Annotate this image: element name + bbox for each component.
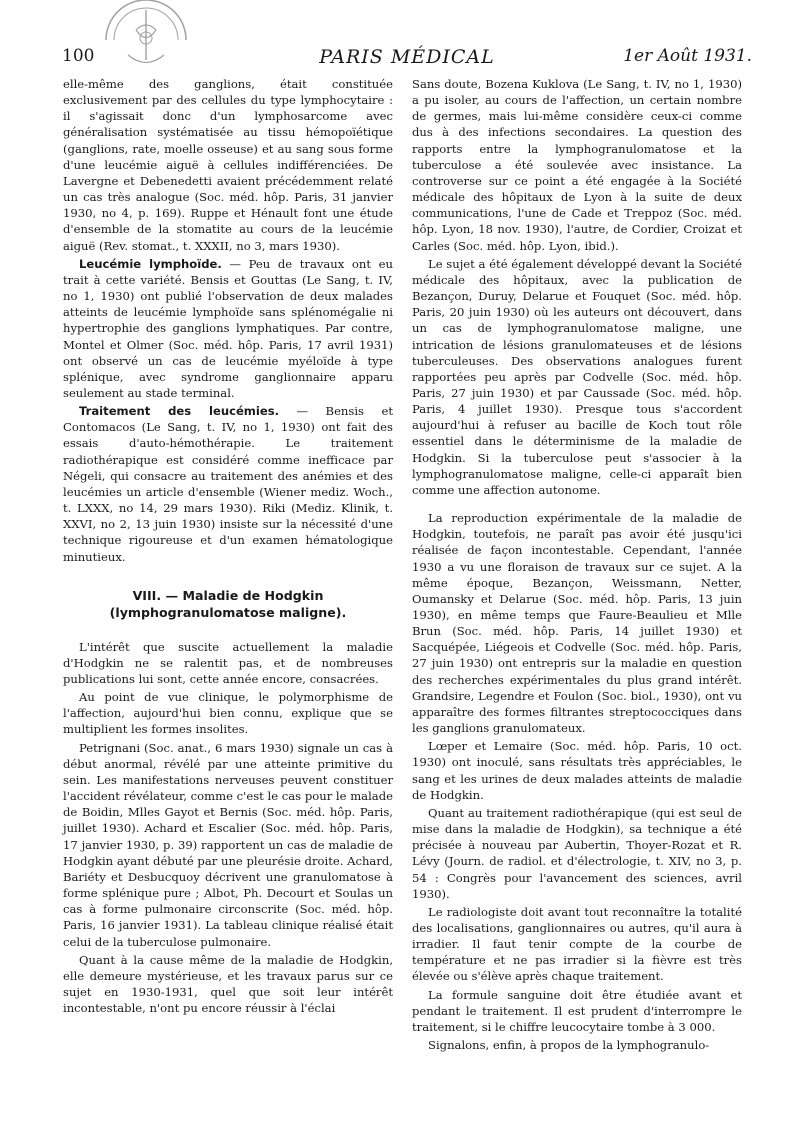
paragraph: La reproduction expérimentale de la maladie de Hodgkin, toutefois, ne paraît pas avoir été jusqu'ici réalisée de façon incontestable. Cependant, l'année 1930 a vu une floraison de travaux sur ce sujet. A la même époque, Bezançon, Weissmann, Netter, Oumansky et Delarue (Soc. méd. hôp. Paris, 13 juin 1930), en même temps que Faure-Beaulieu et Mlle Brun (Soc. méd. hôp. Paris, 14 juillet 1930) et Sacquépée, Liégeois et Codvelle (Soc. méd. hôp. Paris, 27 juin 1930) ont entrepris sur la maladie en question des recherches expérimentales du plus grand intérêt. Grandsire, Legendre et Foulon (Soc. biol., 1930), ont vu apparaître des formes filtrantes streptococciques dans les ganglions granulomateux. [412,511,742,736]
page-number: 100 [62,46,95,66]
rubric-heading: Traitement des leucémies. [79,404,280,419]
paragraph: La formule sanguine doit être étudiée avant et pendant le traitement. Il est prudent d'interrompre le traitement, si le chiffre leucocytaire tombe à 3 000. [412,987,742,1034]
paragraph: L'intérêt que suscite actuellement la maladie d'Hodgkin ne se ralentit pas, et de nombreuses publications lui sont, cette année encore, consacrées. [63,639,393,686]
right-column [412,76,742,1055]
library-stamp-icon [96,0,196,78]
paragraph-text: — Bensis et Contomacos (Le Sang, t. IV, no 1, 1930) ont fait des essais d'auto-hémothérapie. Le traitement radiothérapique est considéré comme inefficace par Négeli, qui consacre au traitement des anémies et des leucémies un article d'ensemble (Wiener mediz. Woch., t. LXXX, no 14, 29 mars 1930). Riki (Mediz. Klinik, t. XXVI, no 2, 13 juin 1930) insiste sur la nécessité d'une technique rigoureuse et d'un examen hématologique minutieux. [63,404,393,564]
section-heading: VIII. — Maladie de Hodgkin (lymphogranulomatose maligne). [109,587,347,620]
paragraph: Le sujet a été également développé devant la Société médicale des hôpitaux, avec la publication de Bezançon, Duruy, Delarue et Fouquet (Soc. méd. hôp. Paris, 20 juin 1930) où les auteurs ont découvert, dans un cas de lymphogranulomatose maligne, une intrication de lésions granulomateuses et de lésions tuberculeuses. Des observations analogues furent rapportées peu après par Codvelle (Soc. méd. hôp. Paris, 27 juin 1930) et par Caussade (Soc. méd. hôp. Paris, 4 juillet 1930). Presque tous s'accordent aujourd'hui à refuser au bacille de Koch tout rôle essentiel dans le déterminisme de la maladie de Hodgkin. Si la tuberculose peut s'associer à la lymphogranulomatose maligne, celle-ci apparaît bien comme une affection autonome. [412,256,742,497]
paragraph [63,256,393,401]
paragraph [63,403,393,565]
paragraph: Au point de vue clinique, le polymorphisme de l'affection, aujourd'hui bien connu, explique que se multiplient les formes insolites. [63,690,393,737]
journal-title: PARIS MÉDICAL [319,46,495,68]
rubric-heading: Leucémie lymphoïde. [79,256,222,271]
paragraph: Lœper et Lemaire (Soc. méd. hôp. Paris, 10 oct. 1930) ont inoculé, sans résultats très appréciables, le sang et les urines de deux malades atteints de maladie de Hodgkin. [412,739,742,802]
paragraph: Quant au traitement radiothérapique (qui est seul de mise dans la maladie de Hodgkin), sa technique a été précisée à nouveau par Aubertin, Thoyer-Rozat et R. Lévy (Journ. de radiol. et d'électrologie, t. XIV, no 3, p. 54 : Congrès pour l'avancement des sciences, avril 1930). [412,805,742,901]
paragraph: Petrignani (Soc. anat., 6 mars 1930) signale un cas à début anormal, révélé par une atteinte primitive du sein. Les manifestations nerveuses peuvent constituer l'accident révélateur, comme c'est le cas pour le malade de Boidin, Mlles Gayot et Bernis (Soc. méd. hôp. Paris, juillet 1930). Achard et Escalier (Soc. méd. hôp. Paris, 17 janvier 1930, p. 39) rapportent un cas de maladie de Hodgkin ayant débuté par une pleurésie droite. Achard, Bariéty et Desbucquoy décrivent une granulomatose à forme splénique pure ; Albot, Ph. Decourt et Soulas un cas à forme pulmonaire circonscrite (Soc. méd. hôp. Paris, 16 janvier 1931). La tableau clinique réalisé était celui de la tuberculose pulmonaire. [63,740,393,949]
paragraph: Sans doute, Bozena Kuklova (Le Sang, t. IV, no 1, 1930) a pu isoler, au cours de l'affection, un certain nombre de germes, mais lui-même considère ceux-ci comme dus à des infections secondaires. La question des rapports entre la lymphogranulomatose et la tuberculose a été soulevée avec insistance. La controverse sur ce point a été engagée à la Société médicale des hôpitaux de Lyon à la suite de deux communications, l'une de Cade et Treppoz (Soc. méd. hôp. Lyon, 18 nov. 1930), l'autre, de Cordier, Croizat et Carles (Soc. méd. hôp. Lyon, ibid.). [412,77,742,253]
issue-date: 1er Août 1931. [623,46,752,66]
left-column [63,76,393,1018]
paragraph: Signalons, enfin, à propos de la lymphogranulo- [428,1038,710,1053]
paragraph-text: — Peu de travaux ont eu trait à cette variété. Bensis et Gouttas (Le Sang, t. IV, no 1, 1930) ont publié l'observation de deux malades atteints de leucémie lymphoïde sans splénomégalie ni hypertrophie des ganglions lymphatiques. Par contre, Montel et Olmer (Soc. méd. hôp. Paris, 17 avril 1931) ont observé un cas de leucémie myéloïde à type splénique, avec syndrome ganglionnaire apparu seulement au stade terminal. [63,256,393,400]
paragraph: Le radiologiste doit avant tout reconnaître la totalité des localisations, ganglionnaires ou autres, qu'il aura à irradier. Il faut tenir compte de la courbe de température et ne pas irradier si la fièvre est très élevée ou s'élève après chaque traitement. [412,904,742,984]
paragraph: elle-même des ganglions, était constituée exclusivement par des cellules du type lymphocytaire : il s'agissait donc d'un lymphosarcome avec généralisation systématisée au tissu hémopoïétique (ganglions, rate, moelle osseuse) et au sang sous forme d'une leucémie aiguë à cellules indifférenciées. De Lavergne et Debenedetti avaient précédemment relaté un cas très analogue (Soc. méd. hôp. Paris, 31 janvier 1930, no 4, p. 169). Ruppe et Hénault font une étude d'ensemble de la stomatite au cours de la leucémie aiguë (Rev. stomat., t. XXXII, no 3, mars 1930). [63,77,393,253]
paragraph: Quant à la cause même de la maladie de Hodgkin, elle demeure mystérieuse, et les travaux parus sur ce sujet en 1930-1931, quel que soit leur intérêt incontestable, n'ont pu encore réussir à l'éclai [63,952,393,1016]
